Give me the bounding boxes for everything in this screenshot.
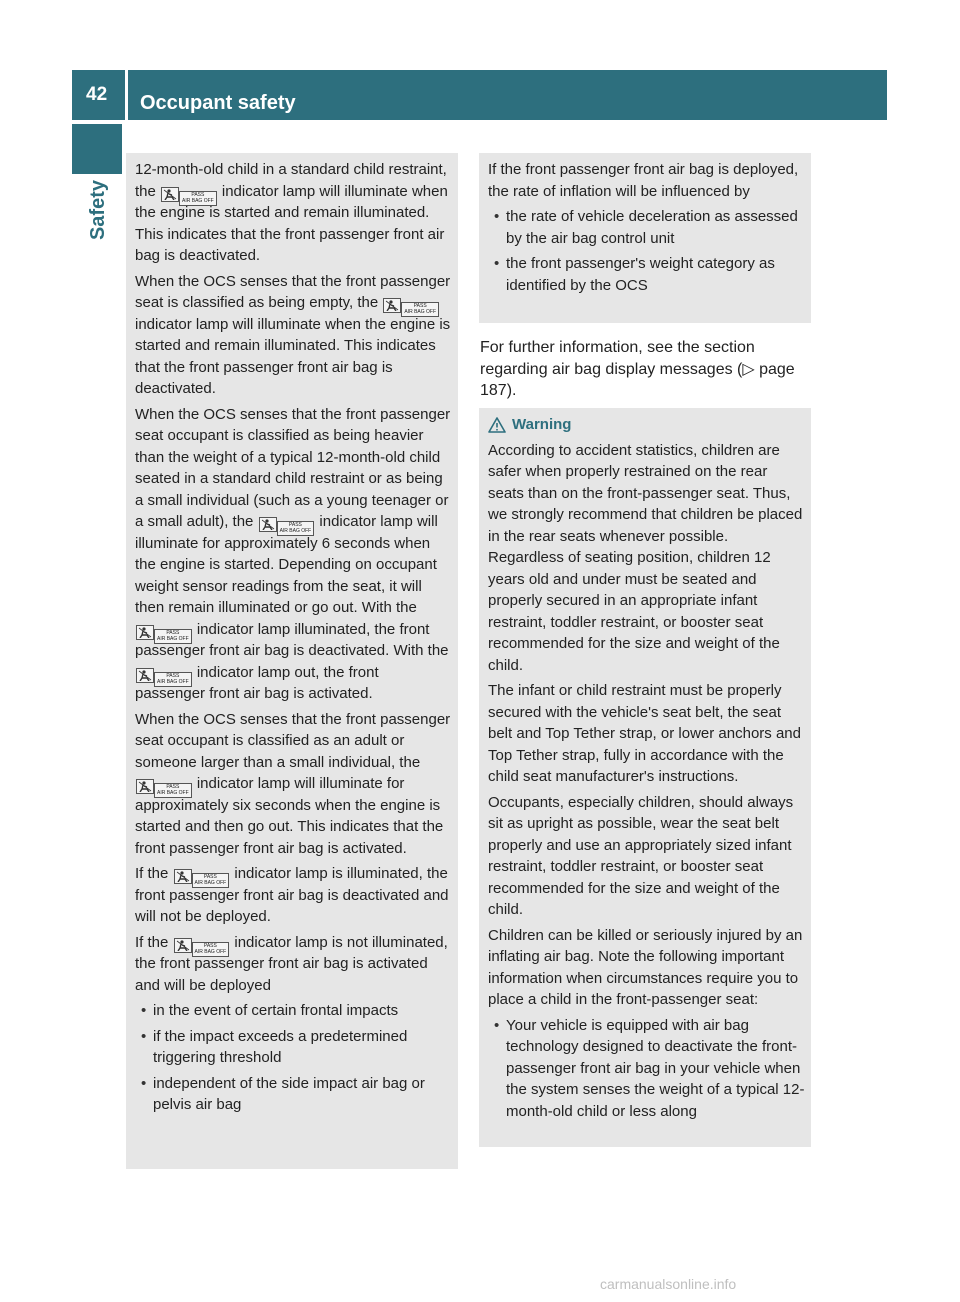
list-item: • Your vehicle is equipped with air bag technology designed to deactivate the front-passenger front air bag in your vehicle when the system senses the weight of a typical 12-month-old child or less along — [488, 1015, 805, 1123]
warning-title: Warning — [512, 416, 572, 433]
list-item: • independent of the side impact air bag or pelvis air bag — [135, 1073, 452, 1116]
seated-person-icon — [136, 625, 154, 640]
deployment-conditions-list — [135, 1000, 452, 1116]
header-divider — [125, 70, 128, 120]
pass-airbag-off-label: PASS AIR BAG OFF — [277, 521, 315, 536]
warning-paragraph: Occupants, especially children, should always sit as upright as possible, wear the seat belt properly and use an appropriately sized infant restraint, toddler restraint, or booster seat recommended for the size and weight of the child. — [488, 793, 794, 918]
paragraph-4: When the OCS senses that the front passenger seat occupant is classified as an adult or someone larger than a small individual, the PASS AIR BAG OFF indicator lamp will illuminate for approximately six seconds when the engine is started and then go out. This indicates that the front passenger front air bag is activated. — [135, 710, 451, 857]
warning-triangle-icon — [488, 417, 506, 433]
paragraph-5: If the PASS AIR BAG OFF indicator lamp is illuminated, the front passenger front air bag is deactivated and will not be deployed. — [135, 865, 449, 925]
pass-airbag-off-label: PASS AIR BAG OFF — [154, 672, 192, 687]
warning-box — [479, 408, 811, 1147]
further-info-paragraph: For further information, see the section regarding air bag display messages (▷ page 187). — [480, 339, 795, 399]
pass-airbag-off-label: PASS AIR BAG OFF — [154, 783, 192, 798]
pass-airbag-off-indicator — [161, 184, 217, 204]
page-number: 42 — [86, 84, 108, 105]
pass-airbag-off-indicator — [136, 776, 192, 796]
section-tab — [72, 124, 122, 174]
paragraph-1: 12-month-old child in a standard child restraint, the PASS AIR BAG OFF indicator lamp will illuminate when the engine is started and remain illuminated. This indicates that the front passenger front air bag is deactivated. — [135, 161, 448, 264]
section-label: Safety — [86, 180, 109, 241]
inflation-factors-list — [488, 206, 805, 296]
pass-airbag-off-indicator — [136, 665, 192, 685]
warning-paragraph: The infant or child restraint must be properly secured with the vehicle's seat belt, the seat belt and Top Tether strap, or lower anchors and Top Tether strap, fully in accordance with the child seat manufacturer's instructions. — [488, 682, 801, 785]
inflation-rate-box — [479, 153, 811, 323]
pass-airbag-off-label: PASS AIR BAG OFF — [192, 942, 230, 957]
inflation-intro: If the front passenger front air bag is deployed, the rate of inflation will be influenced by — [488, 161, 799, 200]
page-title: Occupant safety — [140, 92, 296, 114]
pass-airbag-off-indicator — [174, 935, 230, 955]
paragraph-3: When the OCS senses that the front passenger seat occupant is classified as being heavier than the weight of a typical 12-month-old child seated in a standard child restraint or as being a small individual (such as a young teenager or a small adult), the PASS AIR BAG OFF indicator lamp will illuminate for approximately 6 seconds when the engine is started. Depending on occupant weight sensor readings from the seat, it will then remain illuminated or go out. With the PASS AIR BAG OFF indicator lamp illuminated, the front passenger front air bag is deactivated. With the PASS AIR BAG OFF indicator lamp out, the front passenger front air bag is activated. — [135, 405, 451, 702]
pass-airbag-off-indicator — [383, 295, 439, 315]
pass-airbag-off-indicator — [259, 514, 315, 534]
seated-person-icon — [259, 517, 277, 532]
warning-paragraph: According to accident statistics, children are safer when properly restrained on the rear seats than on the front-passenger seat. Thus, we strongly recommend that children be placed in the rear seats whenever possible. Regardless of seating position, children 12 years old and under must be seated and properly secured in an appropriate infant restraint, toddler restraint, or booster seat recommended for the size and weight of the child. — [488, 441, 803, 674]
seated-person-icon — [136, 779, 154, 794]
seated-person-icon — [136, 668, 154, 683]
list-item: • if the impact exceeds a predetermined triggering threshold — [135, 1026, 452, 1069]
seated-person-icon — [174, 869, 192, 884]
pass-airbag-off-indicator — [136, 622, 192, 642]
pass-airbag-off-label: PASS AIR BAG OFF — [179, 191, 217, 206]
seated-person-icon — [383, 298, 401, 313]
warning-heading — [488, 414, 805, 436]
pass-airbag-off-indicator — [174, 866, 230, 886]
pass-airbag-off-label: PASS AIR BAG OFF — [154, 629, 192, 644]
warning-list — [488, 1015, 805, 1123]
list-item: • the rate of vehicle deceleration as assessed by the air bag control unit — [488, 206, 805, 249]
pass-airbag-off-label: PASS AIR BAG OFF — [192, 873, 230, 888]
seated-person-icon — [174, 938, 192, 953]
list-item: • in the event of certain frontal impacts — [135, 1000, 452, 1022]
warning-paragraph: Children can be killed or seriously injured by an inflating air bag. Note the following important information when circumstances require you to place a child in the front-passenger seat: — [488, 926, 803, 1008]
watermark: carmanualsonline.info — [600, 1276, 737, 1292]
seated-person-icon — [161, 187, 179, 202]
pass-airbag-off-label: PASS AIR BAG OFF — [401, 302, 439, 317]
paragraph-2: When the OCS senses that the front passenger seat is classified as being empty, the PASS AIR BAG OFF indicator lamp will illuminate when the engine is started and remain illuminated. This indicates that the front passenger front air bag is deactivated. — [135, 272, 451, 397]
paragraph-6: If the PASS AIR BAG OFF indicator lamp is not illuminated, the front passenger front air bag is activated and will be deployed — [135, 933, 448, 994]
list-item: • the front passenger's weight category as identified by the OCS — [488, 253, 805, 296]
left-info-box — [126, 153, 458, 1169]
